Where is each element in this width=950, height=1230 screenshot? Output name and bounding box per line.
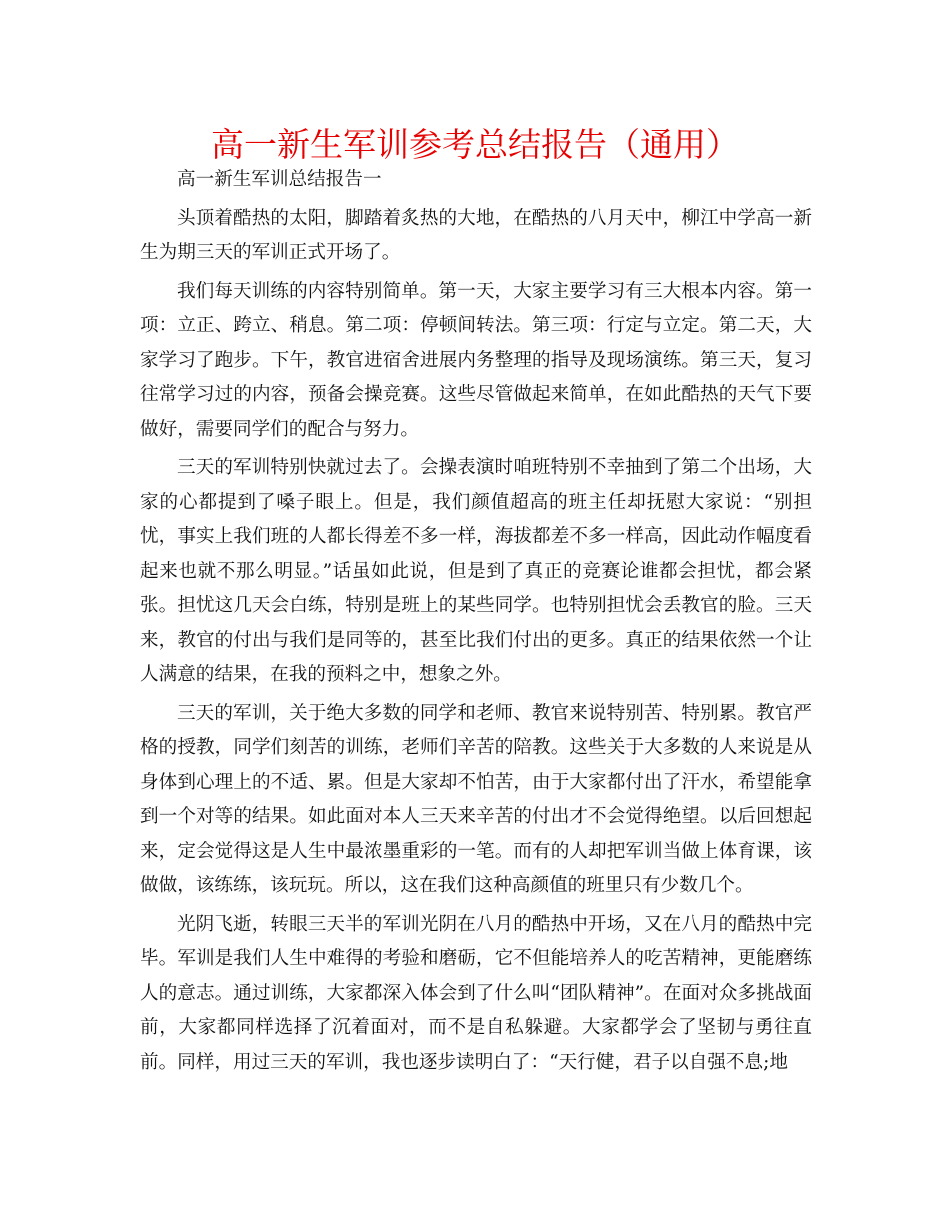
body-paragraph: 三天的军训，关于绝大多数的同学和老师、教官来说特别苦、特别累。教官严格的授教，同学们刻苦的训练，老师们辛苦的陪教。这些关于大多数的人来说是从身体到心理上的不适、累。但是大家却不怕苦，由于大家都付出了汗水，希望能拿到一个对等的结果。如此面对本人三天来辛苦的付出才不会觉得绝望。以后回想起来，定会觉得这是人生中最浓墨重彩的一笔。而有的人却把军训当做上体育课，该做做，该练练，该玩玩。所以，这在我们这种高颜值的班里只有少数几个。 xyxy=(140,702,812,896)
document-title: 高一新生军训参考总结报告（通用） xyxy=(211,125,739,164)
body-paragraph: 三天的军训特别快就过去了。会操表演时咱班特别不幸抽到了第二个出场，大家的心都提到了嗓子眼上。但是，我们颜值超高的班主任却抚慰大家说：“别担忧，事实上我们班的人都长得差不多一样，海拔都差不多一样高，因此动作幅度看起来也就不那么明显。”话虽如此说，但是到了真正的竞赛论谁都会担忧，都会紧张。担忧这几天会白练，特别是班上的某些同学。也特别担忧会丢教官的脸。三天来，教官的付出与我们是同等的，甚至比我们付出的更多。真正的结果依然一个让人满意的结果，在我的预料之中，想象之外。 xyxy=(140,457,812,685)
body-paragraph: 光阴飞逝，转眼三天半的军训光阴在八月的酷热中开场，又在八月的酷热中完毕。军训是我们人生中难得的考验和磨砺，它不但能培养人的吃苦精神，更能磨练人的意志。通过训练，大家都深入体会到了什么叫“团队精神”。在面对众多挑战面前，大家都同样选择了沉着面对，而不是自私躲避。大家都学会了坚韧与勇往直前。同样，用过三天的军训，我也逐步读明白了：“天行健，君子以自强不息;地 xyxy=(140,913,812,1073)
body-paragraph: 头顶着酷热的太阳，脚踏着炙热的大地，在酷热的八月天中，柳江中学高一新生为期三天的军训正式开场了。 xyxy=(140,207,812,263)
body-paragraph: 我们每天训练的内容特别简单。第一天，大家主要学习有三大根本内容。第一项：立正、跨立、稍息。第二项：停顿间转法。第三项：行定与立定。第二天，大家学习了跑步。下午，教官进宿舍进展内务整理的指导及现场演练。第三天，复习往常学习过的内容，预备会操竞赛。这些尽管做起来简单，在如此酷热的天气下要做好，需要同学们的配合与努力。 xyxy=(140,280,812,440)
subtitle-paragraph: 高一新生军训总结报告一 xyxy=(177,169,382,190)
document-body xyxy=(140,163,812,1080)
